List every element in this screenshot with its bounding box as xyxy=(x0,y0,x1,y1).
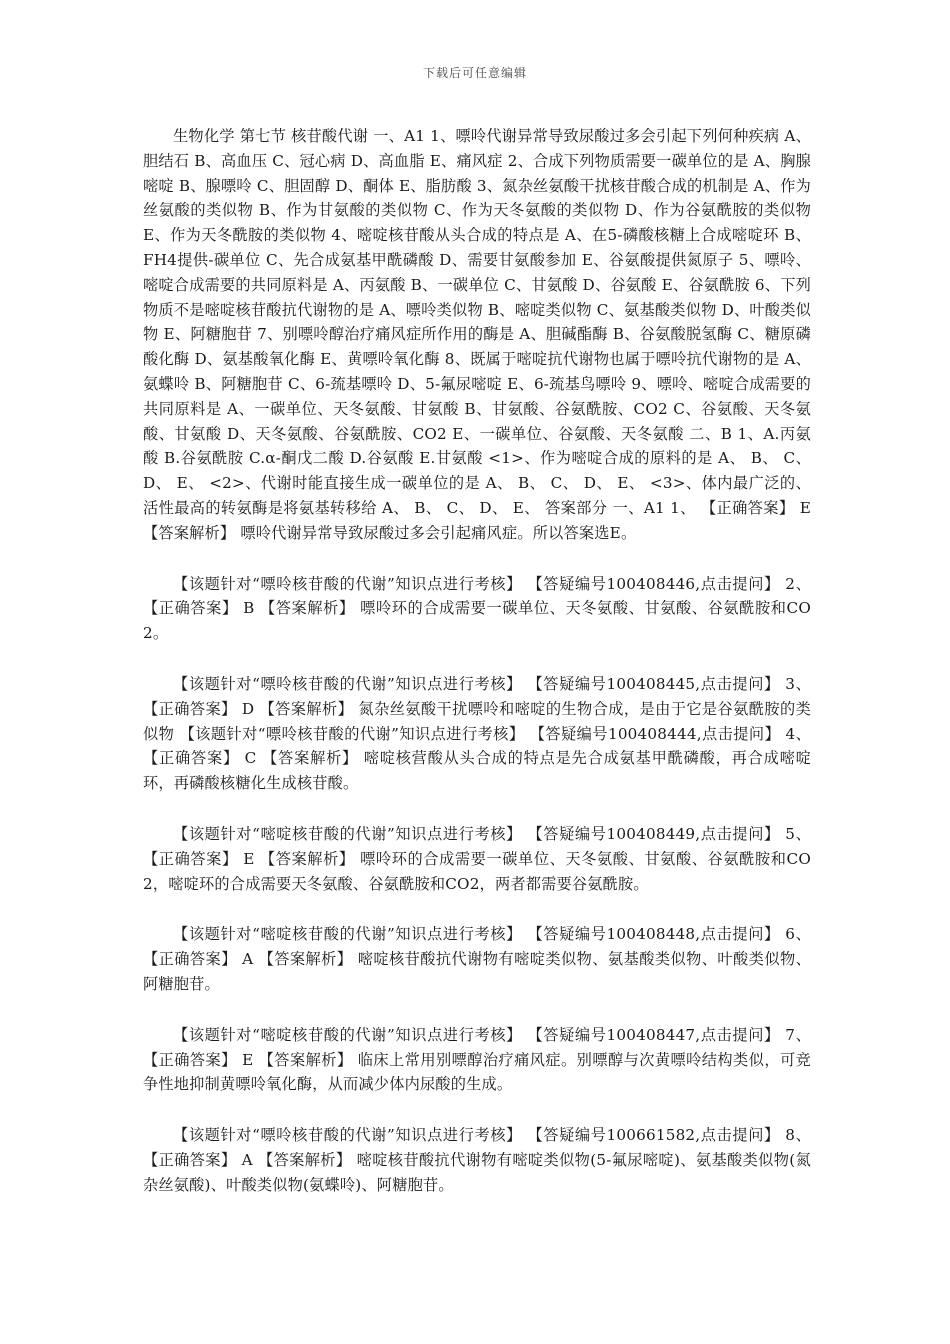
paragraph: 【该题针对“嘧啶核苷酸的代谢”知识点进行考核】 【答疑编号100408449,点击提问】 5、 【正确答案】 E 【答案解析】 嘌呤环的合成需要一碳单位、天冬氨酸、甘氨酸、谷氨酰胺和CO2，嘧啶环的合成需要天冬氨酸、谷氨酰胺和CO2，两者都需要谷氨酰胺。 xyxy=(143,824,811,893)
paragraph: 【该题针对“嘧啶核苷酸的代谢”知识点进行考核】 【答疑编号100408447,点击提问】 7、 【正确答案】 E 【答案解析】 临床上常用别嘌醇治疗痛风症。别嘌醇与次黄嘌呤结构类似，可竞争性地抑制黄嘌呤氧化酶，从而减少体内尿酸的生成。 xyxy=(143,1025,811,1094)
paragraph: 【该题针对“嘌呤核苷酸的代谢”知识点进行考核】 【答疑编号100408446,点击提问】 2、 【正确答案】 B 【答案解析】 嘌呤环的合成需要一碳单位、天冬氨酸、甘氨酸、谷氨酰胺和CO2。 xyxy=(143,574,811,643)
paragraph: 【该题针对“嘌呤核苷酸的代谢”知识点进行考核】 【答疑编号100661582,点击提问】 8、 【正确答案】 A 【答案解析】 嘧啶核苷酸抗代谢物有嘧啶类似物(5-氟尿嘧啶)、氨基酸类似物(氮杂丝氨酸)、叶酸类似物(氨蝶呤)、阿糖胞苷。 xyxy=(143,1126,811,1194)
paragraph: 【该题针对“嘌呤核苷酸的代谢”知识点进行考核】 【答疑编号100408445,点击提问】 3、 【正确答案】 D 【答案解析】 氮杂丝氨酸干扰嘌呤和嘧啶的生物合成，是由于它是谷氨酰胺的类似物 【该题针对“嘌呤核苷酸的代谢”知识点进行考核】 【答疑编号100408444,点击提问】 4、 【正确答案】 C 【答案解析】 嘧啶核营酸从头合成的特点是先合成氨基甲酰磷酸，再合成嘧啶环，再磷酸核糖化生成核苷酸。 xyxy=(143,674,811,793)
page-header: 下载后可任意编辑 xyxy=(422,66,527,80)
paragraph: 生物化学 第七节 核苷酸代谢 一、A1 1、嘌呤代谢异常导致尿酸过多会引起下列何种疾病 A、胆结石 B、高血压 C、冠心病 D、高血脂 E、痛风症 2、合成下列物质需要一碳单位的是 A、胸腺嘧啶 B、腺嘌呤 C、胆固醇 D、酮体 E、脂肪酸 3、氮杂丝氨酸干扰核苷酸合成的机制是 A、作为丝氨酸的类似物 B、作为甘氨酸的类似物 C、作为天冬氨酸的类似物 D、作为谷氨酰胺的类似物 E、作为天冬酰胺的类似物 4、嘧啶核苷酸从头合成的特点是 A、在5-磷酸核糖上合成嘧啶环 B、FH4提供-碳单位 C、先合成氨基甲酰磷酸 D、需要甘氨酸参加 E、谷氨酸提供氮原子 5、嘌呤、嘧啶合成需要的共同原料是 A、丙氨酸 B、一碳单位 C、甘氨酸 D、谷氨酸 E、谷氨酰胺 6、下列物质不是嘧啶核苷酸抗代谢物的是 A、嘌呤类似物 B、嘧啶类似物 C、氨基酸类似物 D、叶酸类似物 E、阿糖胞苷 7、别嘌呤醇治疗痛风症所作用的酶是 A、胆碱酯酶 B、谷氨酸脱氢酶 C、糖原磷酸化酶 D、氨基酸氧化酶 E、黄嘌呤氧化酶 8、既属于嘧啶抗代谢物也属于嘌呤抗代谢物的是 A、氨蝶呤 B、阿糖胞苷 C、6-巯基嘌呤 D、5-氟尿嘧啶 E、6-巯基鸟嘌呤 9、嘌呤、嘧啶合成需要的共同原料是 A、一碳单位、天冬氨酸、甘氨酸 B、甘氨酸、谷氨酰胺、CO2 C、谷氨酸、天冬氨酸、甘氨酸 D、天冬氨酸、谷氨酰胺、CO2 E、一碳单位、谷氨酸、天冬氨酸 二、B 1、A.丙氨酸 B.谷氨酰胺 C.α-酮戊二酸 D.谷氨酸 E.甘氨酸 <1>、作为嘧啶合成的原料的是 A、 B、 C、 D、 E、 <2>、代谢时能直接生成一碳单位的是 A、 B、 C、 D、 E、 <3>、体内最广泛的、活性最高的转氨酶是将氨基转移给 A、 B、 C、 D、 E、 答案部分 一、A1 1、 【正确答案】 E 【答案解析】 嘌呤代谢异常导致尿酸过多会引起痛风症。所以答案选E。 xyxy=(143,127,811,542)
paragraph: 【该题针对“嘧啶核苷酸的代谢”知识点进行考核】 【答疑编号100408448,点击提问】 6、 【正确答案】 A 【答案解析】 嘧啶核苷酸抗代谢物有嘧啶类似物、氨基酸类似物、叶酸类似物、阿糖胞苷。 xyxy=(143,925,811,993)
document-body xyxy=(143,124,811,1223)
